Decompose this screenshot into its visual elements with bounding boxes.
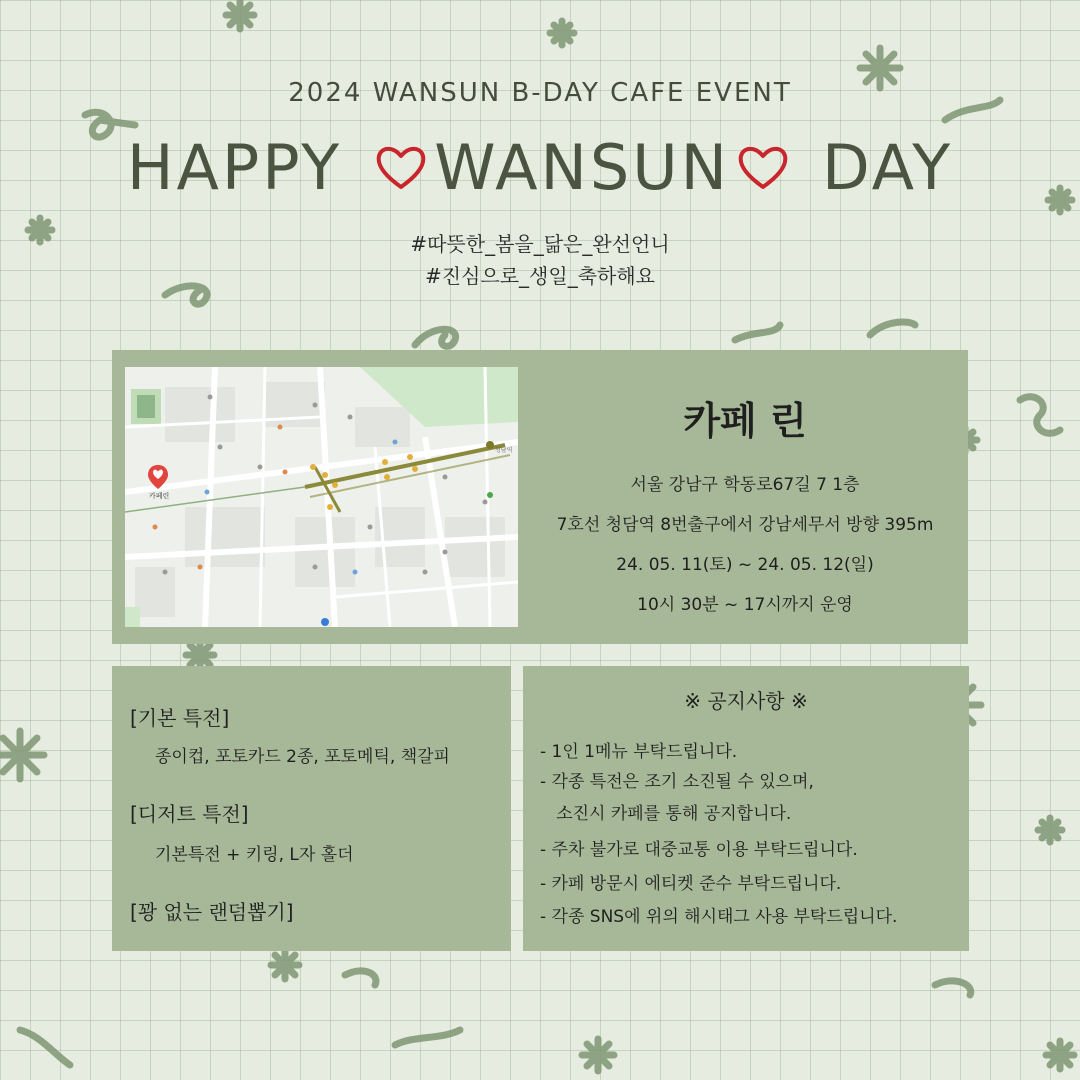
swirl-doodle-icon bbox=[735, 325, 780, 340]
dessert-benefit-items: 기본특전 + 키링, L자 홀더 bbox=[155, 845, 354, 865]
swirl-doodle-icon bbox=[345, 971, 376, 985]
heart-icon bbox=[736, 143, 790, 191]
swirl-doodle-icon bbox=[935, 981, 971, 995]
cafe-directions: 7호선 청담역 8번출구에서 강남세무서 방향 395m bbox=[556, 515, 934, 535]
cafe-name: 카페 린 bbox=[683, 399, 807, 443]
star-doodle-icon bbox=[226, 1, 254, 29]
location-map[interactable] bbox=[125, 367, 518, 627]
swirl-doodle-icon bbox=[1020, 397, 1060, 434]
star-doodle-icon bbox=[582, 1039, 614, 1071]
event-hours: 10시 30분 ~ 17시까지 운영 bbox=[637, 595, 853, 615]
notice-item: 소진시 카페를 통해 공지합니다. bbox=[540, 804, 792, 824]
lottery-title: [꽝 없는 랜덤뽑기] bbox=[130, 900, 294, 924]
notice-item: - 카페 방문시 에티켓 준수 부탁드립니다. bbox=[540, 874, 842, 894]
title-happy: HAPPY bbox=[126, 130, 343, 204]
star-doodle-icon bbox=[1046, 1041, 1074, 1069]
swirl-doodle-icon bbox=[20, 1030, 70, 1065]
cafe-address: 서울 강남구 학동로67길 7 1층 bbox=[630, 475, 860, 495]
basic-benefit-items: 종이컵, 포토카드 2종, 포토메틱, 책갈피 bbox=[155, 747, 450, 767]
map-graphic bbox=[125, 367, 518, 627]
title-day: DAY bbox=[822, 130, 954, 204]
star-doodle-icon bbox=[1038, 818, 1062, 842]
star-doodle-icon bbox=[271, 951, 299, 979]
notice-item: - 주차 불가로 대중교통 이용 부탁드립니다. bbox=[540, 840, 858, 860]
notice-item: - 1인 1메뉴 부탁드립니다. bbox=[540, 742, 738, 762]
star-doodle-icon bbox=[0, 731, 44, 779]
hashtag-1: #따뜻한_봄을_닮은_완선언니 bbox=[410, 232, 670, 256]
star-doodle-icon bbox=[186, 641, 214, 669]
swirl-doodle-icon bbox=[870, 322, 915, 335]
basic-benefit-title: [기본 특전] bbox=[130, 706, 230, 730]
notice-item: - 각종 SNS에 위의 해시태그 사용 부탁드립니다. bbox=[540, 907, 898, 927]
event-dates: 24. 05. 11(토) ~ 24. 05. 12(일) bbox=[616, 555, 874, 575]
map-station-label: 청담역 bbox=[495, 447, 513, 454]
swirl-doodle-icon bbox=[395, 1030, 460, 1045]
notice-title: ※ 공지사항 ※ bbox=[684, 689, 808, 713]
star-doodle-icon bbox=[550, 21, 574, 45]
dessert-benefit-title: [디저트 특전] bbox=[130, 802, 249, 826]
title-name: WANSUN bbox=[434, 130, 731, 204]
page-title bbox=[0, 122, 1080, 212]
event-subtitle: 2024 WANSUN B-DAY CAFE EVENT bbox=[288, 78, 792, 108]
swirl-doodle-icon bbox=[415, 329, 456, 346]
notice-item: - 각종 특전은 조기 소진될 수 있으며, bbox=[540, 772, 814, 792]
hashtag-2: #진심으로_생일_축하해요 bbox=[425, 264, 655, 288]
heart-icon bbox=[374, 143, 428, 191]
map-pin-label: 카페린 bbox=[149, 492, 170, 500]
